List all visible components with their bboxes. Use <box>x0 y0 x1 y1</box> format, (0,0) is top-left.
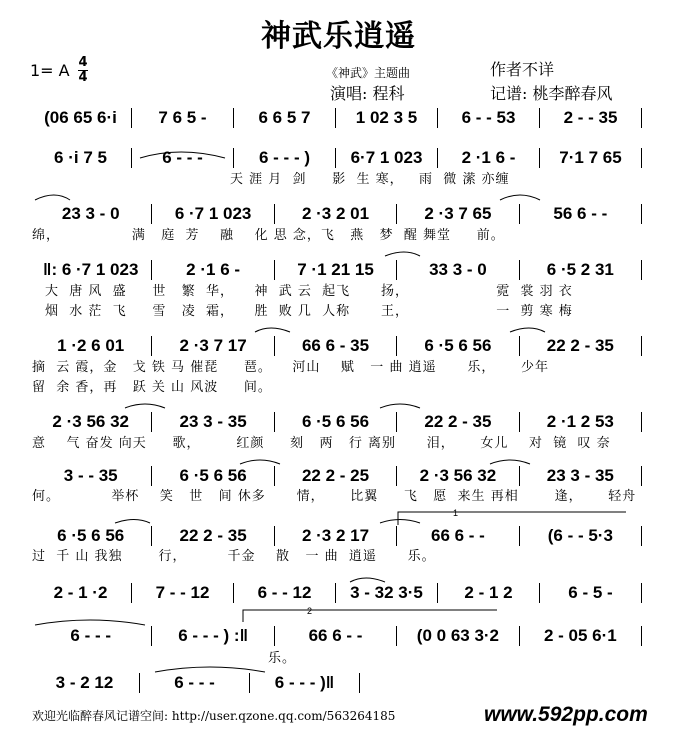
score-row <box>30 582 642 604</box>
measure: 66 6 - 35 <box>301 336 370 355</box>
measure: 23 3 - 0 <box>61 204 120 223</box>
measure: 33 3 - 0 <box>429 260 487 279</box>
measure: ‖: 6 ·7 1 023 <box>43 260 139 279</box>
measure: 2 - 1 2 <box>464 583 513 602</box>
score-row <box>30 147 642 169</box>
measure: 6 ·5 6 56 <box>424 336 492 355</box>
score-row <box>30 107 642 129</box>
bar-line <box>641 412 642 432</box>
measure: 2 ·3 7 17 <box>179 336 247 355</box>
site-watermark: www.592pp.com <box>484 703 648 726</box>
measure: 22 2 - 35 <box>179 526 247 545</box>
measure: 7 6 5 - <box>158 108 207 127</box>
volta-2-bracket <box>243 610 497 622</box>
bar-line <box>641 148 642 168</box>
measure: 22 2 - 35 <box>424 412 492 431</box>
volta-1-label: 1 <box>453 508 459 518</box>
lyric-line: 过 千 山 我独 行， 千金 散 一 曲 逍遥 乐。 <box>32 549 436 564</box>
measure: 6 - - - ) :‖ <box>178 626 249 645</box>
measure: 1 02 3 5 <box>355 108 418 127</box>
bar-line <box>359 673 360 693</box>
bar-line <box>641 583 642 603</box>
measure: 2 ·3 56 32 <box>419 466 497 485</box>
measure: 2 ·3 2 17 <box>301 526 370 545</box>
measure: 66 6 - - <box>308 626 363 645</box>
bar-line <box>641 336 642 356</box>
measure: 7 ·1 21 15 <box>297 260 374 279</box>
tie-arc <box>510 328 545 332</box>
bar-line <box>641 260 642 280</box>
measure: 2 ·3 2 01 <box>301 204 370 223</box>
measure: 2 ·1 6 - <box>461 148 516 167</box>
measure: 3 - 2 12 <box>55 673 114 692</box>
volta-2-label: 2 <box>307 606 313 616</box>
tie-arc <box>255 328 290 332</box>
measure: 6 - - - <box>162 148 203 167</box>
measure: 2 - 05 6·1 <box>543 626 617 645</box>
song-title: 神武乐逍遥 <box>261 19 416 54</box>
measure: 6 ·5 6 56 <box>179 466 247 485</box>
measure: 22 2 - 35 <box>546 336 614 355</box>
tie-arc <box>500 195 540 200</box>
lyric-line: 绵， 满 庭 芳 融 化 思 念，飞 燕 梦 醒 舞堂 前。 <box>32 228 505 243</box>
lyric-line: 大 唐 风 盛 世 繁 华， 神 武 云 起飞 扬， 霓 裳 羽 衣 <box>45 284 573 299</box>
key-signature: 1= A <box>30 61 70 80</box>
measure: 6 - - - <box>174 673 215 692</box>
lyric-line: 烟 水 茫 飞 雪 凌 霜， 胜 败 几 人称 王， 一 剪 寒 梅 <box>45 304 573 319</box>
subtitle: 《神武》主题曲 <box>326 66 411 80</box>
bar-line <box>641 626 642 646</box>
measure: 6 - - - ) <box>259 148 310 167</box>
measure: 6 6 5 7 <box>258 108 311 127</box>
tie-arc <box>490 460 530 464</box>
lyric-line: 乐。 <box>268 651 297 666</box>
tie-arc <box>240 460 280 464</box>
score-row <box>30 259 642 281</box>
measure: 6 - 5 - <box>568 583 613 602</box>
measure: 2 - - 35 <box>563 108 618 127</box>
composer: 作者不详 <box>490 60 555 79</box>
measure: 6 ·5 2 31 <box>546 260 614 279</box>
score-row <box>30 525 642 547</box>
lyric-line: 摘 云 霞，金 戈 铁 马 催琵 琶。 河山 赋 一 曲 逍遥 乐， 少年 <box>32 360 550 375</box>
measure: 7·1 7 65 <box>559 148 622 167</box>
measure: 6 ·5 6 56 <box>301 412 370 431</box>
measure: (0 0 63 3·2 <box>416 626 500 645</box>
bar-line <box>641 204 642 224</box>
singer: 演唱: 程科 <box>330 84 405 103</box>
bar-line <box>641 526 642 546</box>
measure: 2 ·3 56 32 <box>52 412 129 431</box>
measure: 3 - - 35 <box>63 466 118 485</box>
measure: 1 ·2 6 01 <box>57 336 125 355</box>
score-row <box>30 672 360 694</box>
measure: 2 ·1 2 53 <box>546 412 614 431</box>
time-signature-top: 4 <box>78 55 88 70</box>
measure: 56 6 - - <box>553 204 608 223</box>
lyric-line: 留 余 香，再 跃 关 山 风波 间。 <box>32 380 272 395</box>
measure: 6·7 1 023 <box>350 148 423 167</box>
measure: (06 65 6·i <box>44 108 117 127</box>
measure: 2 - 1 ·2 <box>53 583 108 602</box>
score-row <box>30 465 642 487</box>
bar-line <box>641 108 642 128</box>
lyric-line: 天 涯 月 剑 影 生 寒， 雨 微 潆 亦缠 <box>230 172 510 187</box>
lyric-line: 意 气 奋发 向天 歌， 红颜 刻 两 行 离别 泪， 女儿 对 镜 叹 奈 <box>32 436 611 451</box>
tie-arc <box>380 520 420 524</box>
tie-arc <box>35 195 70 200</box>
measure: 23 3 - 35 <box>179 412 247 431</box>
lyric-line: 何。 举杯 笑 世 间 休多 情， 比翼 飞 愿 来生 再相 逢， 轻舟 <box>32 489 637 504</box>
score-row <box>30 335 642 357</box>
tie-arc <box>385 252 420 256</box>
measure: 2 ·3 7 65 <box>424 204 492 223</box>
time-signature <box>78 57 88 84</box>
score-row <box>30 411 642 433</box>
measure: (6 - - 5·3 <box>547 526 613 545</box>
tie-arc <box>115 520 150 524</box>
score-row <box>30 625 642 647</box>
measure: 22 2 - 25 <box>301 466 370 485</box>
score-row <box>30 203 642 225</box>
bar-line <box>641 466 642 486</box>
measure: 2 ·1 6 - <box>186 260 241 279</box>
measure: 3 - 32 3·5 <box>350 583 423 602</box>
measure: 7 - - 12 <box>155 583 210 602</box>
footer-link-text: 欢迎光临醉春风记谱空间: http://user.qzone.qq.com/563264185 <box>32 709 396 723</box>
volta-1-bracket <box>398 512 626 525</box>
measure: 6 ·5 6 56 <box>57 526 125 545</box>
measure: 6 - - - )‖ <box>274 673 335 692</box>
tie-arc <box>125 404 165 408</box>
tie-arc <box>380 404 420 408</box>
measure: 6 - - - <box>70 626 111 645</box>
measure: 6 - - 53 <box>461 108 516 127</box>
measure: 23 3 - 35 <box>546 466 614 485</box>
measure: 6 ·i 7 5 <box>54 148 107 167</box>
measure: 6 - - 12 <box>257 583 312 602</box>
time-signature-bottom: 4 <box>78 70 88 85</box>
measure: 66 6 - - <box>430 526 485 545</box>
measure: 6 ·7 1 023 <box>174 204 252 223</box>
notator: 记谱: 桃李醉春风 <box>490 84 613 103</box>
